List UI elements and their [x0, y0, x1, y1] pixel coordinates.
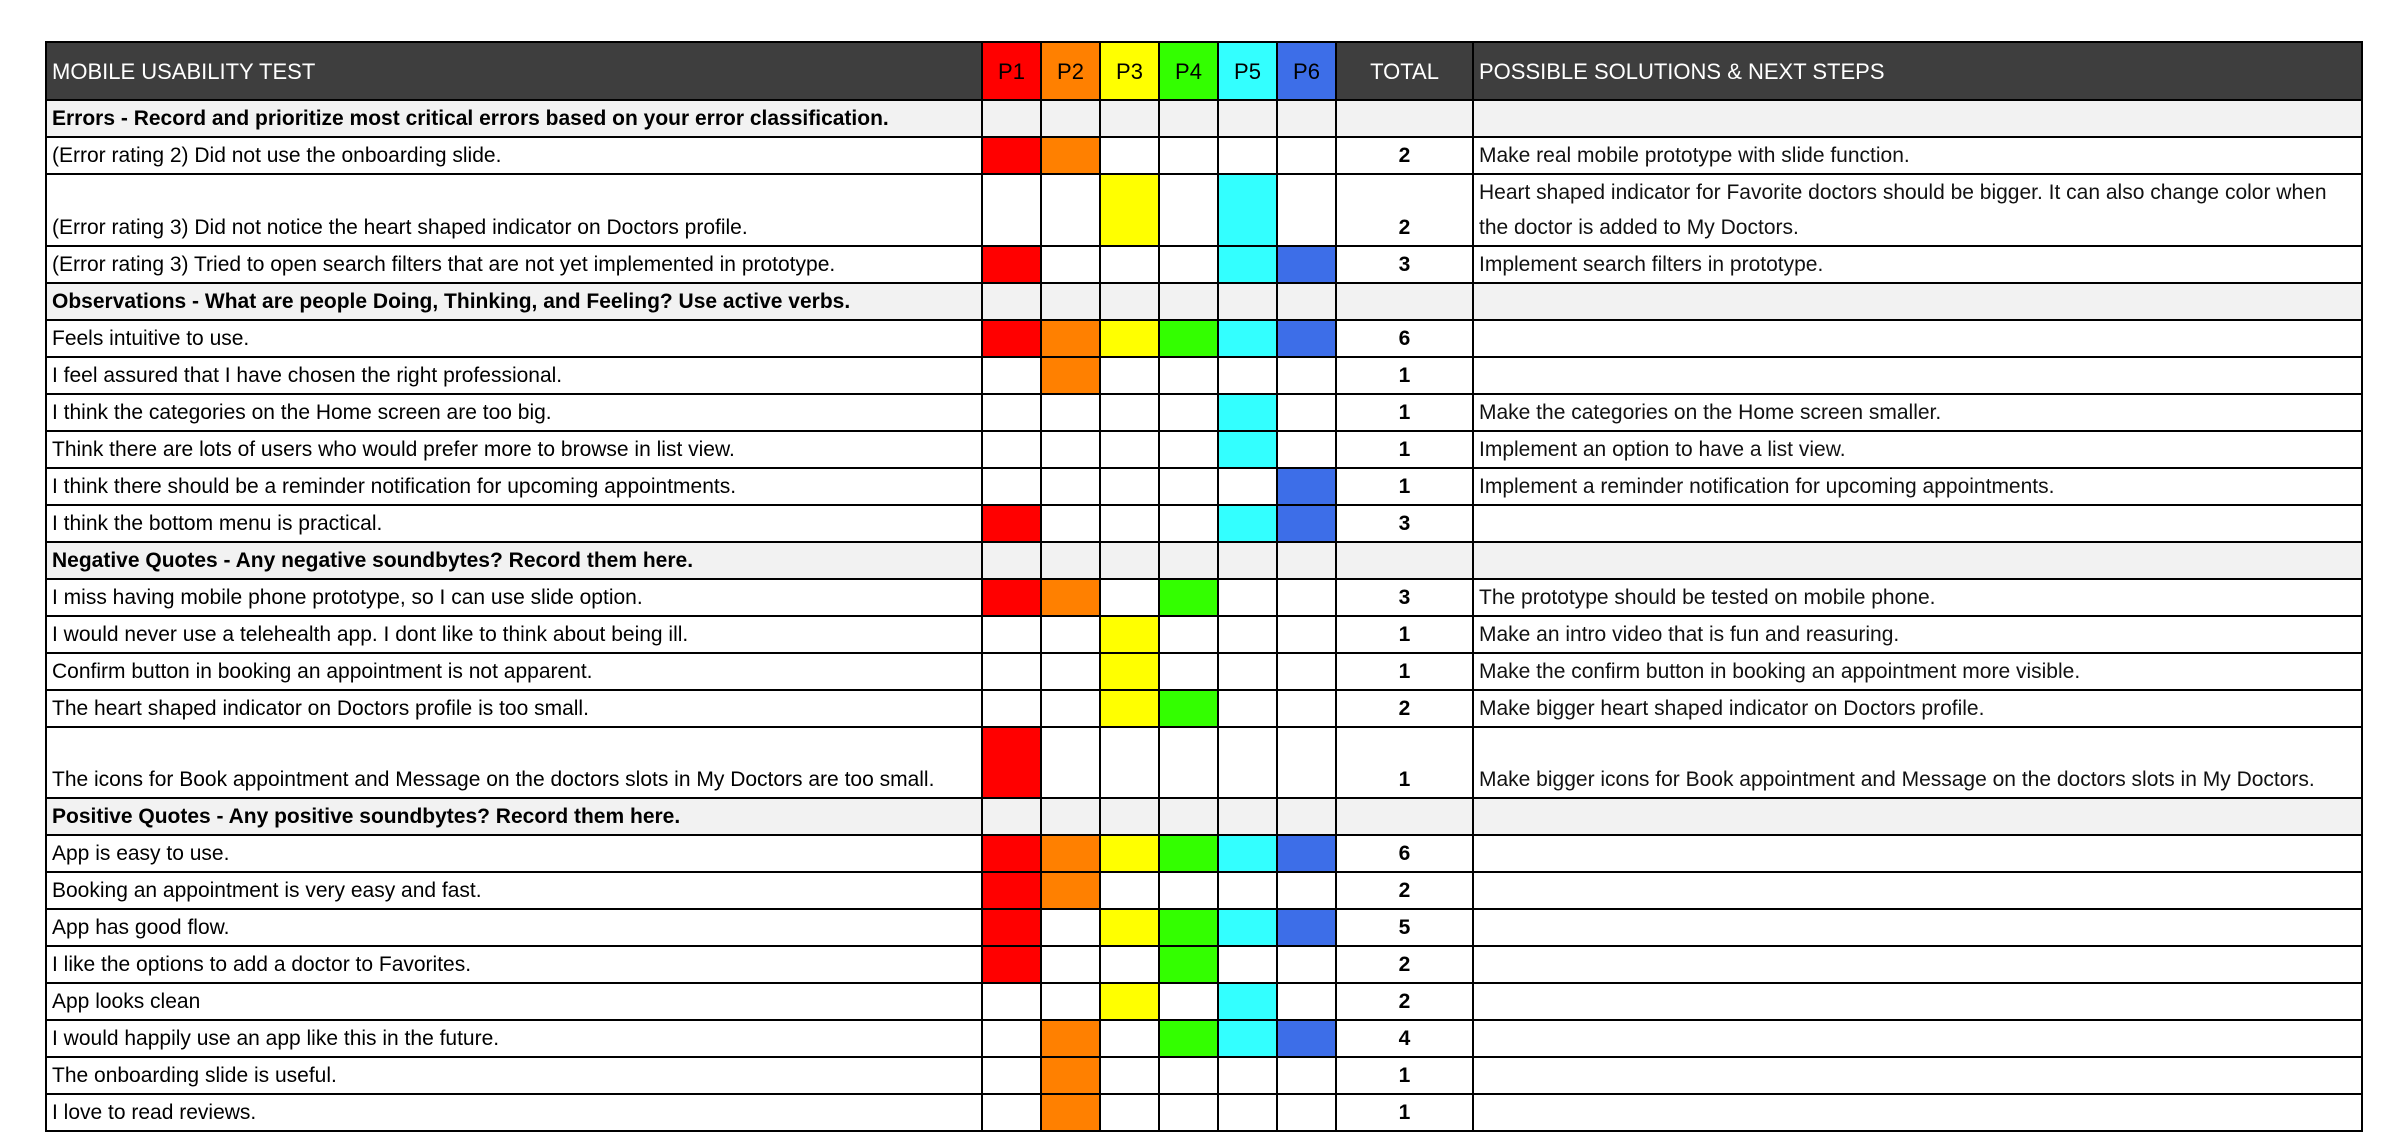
total-count: 1: [1336, 468, 1473, 505]
participant-mark-p1: [982, 690, 1041, 727]
participant-mark-p3: [1100, 468, 1159, 505]
participant-mark-p1: [982, 579, 1041, 616]
participant-mark-p3: [1100, 909, 1159, 946]
participant-mark-p2: [1041, 174, 1100, 246]
participant-mark-p1: [982, 872, 1041, 909]
participant-mark-p3: [1100, 1020, 1159, 1057]
table-row: [46, 137, 2362, 174]
participant-mark-p3: [1100, 320, 1159, 357]
total-count: 2: [1336, 872, 1473, 909]
participant-mark-p4: [1159, 1094, 1218, 1131]
participant-header: P6: [1277, 42, 1336, 100]
participant-mark-p3: [1100, 727, 1159, 798]
observation-text: I like the options to add a doctor to Favorites.: [46, 946, 982, 983]
solution-text: [1473, 835, 2362, 872]
participant-mark-p6: [1277, 468, 1336, 505]
participant-header: P4: [1159, 42, 1218, 100]
participant-mark-p6: [1277, 835, 1336, 872]
table-row: [46, 653, 2362, 690]
solution-text: Implement an option to have a list view.: [1473, 431, 2362, 468]
participant-mark-p1: [982, 431, 1041, 468]
total-count: 2: [1336, 690, 1473, 727]
observation-text: The onboarding slide is useful.: [46, 1057, 982, 1094]
table-row: [46, 1057, 2362, 1094]
observation-text: I would happily use an app like this in the future.: [46, 1020, 982, 1057]
participant-mark-p5: [1218, 727, 1277, 798]
participant-mark-p6: [1277, 727, 1336, 798]
section-empty-cell: [1218, 283, 1277, 320]
table-row: [46, 872, 2362, 909]
participant-mark-p1: [982, 1057, 1041, 1094]
total-count: 3: [1336, 246, 1473, 283]
participant-mark-p6: [1277, 946, 1336, 983]
participant-mark-p6: [1277, 690, 1336, 727]
total-count: 6: [1336, 320, 1473, 357]
section-empty-cell: [1473, 283, 2362, 320]
observation-text: (Error rating 3) Tried to open search filters that are not yet implemented in prototype.: [46, 246, 982, 283]
participant-mark-p4: [1159, 983, 1218, 1020]
solution-text: Make real mobile prototype with slide function.: [1473, 137, 2362, 174]
section-row: [46, 100, 2362, 137]
total-count: 3: [1336, 505, 1473, 542]
participant-mark-p5: [1218, 579, 1277, 616]
table-row: [46, 320, 2362, 357]
participant-mark-p4: [1159, 137, 1218, 174]
participant-mark-p5: [1218, 468, 1277, 505]
participant-mark-p1: [982, 653, 1041, 690]
participant-mark-p3: [1100, 137, 1159, 174]
solution-text: [1473, 320, 2362, 357]
participant-mark-p2: [1041, 653, 1100, 690]
section-empty-cell: [1041, 283, 1100, 320]
participant-mark-p6: [1277, 1094, 1336, 1131]
participant-mark-p3: [1100, 394, 1159, 431]
section-empty-cell: [1218, 100, 1277, 137]
total-count: 6: [1336, 835, 1473, 872]
participant-mark-p5: [1218, 174, 1277, 246]
section-empty-cell: [1277, 283, 1336, 320]
observation-text: The icons for Book appointment and Message on the doctors slots in My Doctors are too small.: [46, 727, 982, 798]
section-empty-cell: [1218, 798, 1277, 835]
section-empty-cell: [1473, 542, 2362, 579]
participant-header: P2: [1041, 42, 1100, 100]
section-empty-cell: [1159, 100, 1218, 137]
participant-mark-p5: [1218, 394, 1277, 431]
participant-mark-p4: [1159, 946, 1218, 983]
section-empty-cell: [1336, 283, 1473, 320]
participant-mark-p6: [1277, 431, 1336, 468]
total-count: 4: [1336, 1020, 1473, 1057]
participant-mark-p2: [1041, 468, 1100, 505]
participant-mark-p4: [1159, 468, 1218, 505]
participant-mark-p1: [982, 505, 1041, 542]
participant-mark-p4: [1159, 246, 1218, 283]
solution-text: Implement search filters in prototype.: [1473, 246, 2362, 283]
table-row: [46, 909, 2362, 946]
total-count: 2: [1336, 174, 1473, 246]
participant-mark-p4: [1159, 174, 1218, 246]
participant-mark-p4: [1159, 616, 1218, 653]
participant-mark-p5: [1218, 1020, 1277, 1057]
participant-mark-p2: [1041, 357, 1100, 394]
section-empty-cell: [1159, 542, 1218, 579]
participant-mark-p2: [1041, 946, 1100, 983]
participant-mark-p3: [1100, 246, 1159, 283]
section-empty-cell: [1159, 283, 1218, 320]
participant-mark-p6: [1277, 357, 1336, 394]
section-empty-cell: [1100, 798, 1159, 835]
observation-text: I think the categories on the Home screen are too big.: [46, 394, 982, 431]
participant-mark-p1: [982, 174, 1041, 246]
participant-mark-p3: [1100, 1057, 1159, 1094]
participant-mark-p2: [1041, 909, 1100, 946]
section-empty-cell: [1277, 798, 1336, 835]
participant-mark-p4: [1159, 579, 1218, 616]
participant-mark-p2: [1041, 1057, 1100, 1094]
section-empty-cell: [1159, 798, 1218, 835]
observation-text: I think there should be a reminder notification for upcoming appointments.: [46, 468, 982, 505]
solution-text: [1473, 357, 2362, 394]
participant-mark-p5: [1218, 653, 1277, 690]
solution-text: Make an intro video that is fun and reasuring.: [1473, 616, 2362, 653]
participant-mark-p6: [1277, 653, 1336, 690]
usability-test-table: [45, 41, 2363, 1132]
participant-mark-p4: [1159, 872, 1218, 909]
table-row: [46, 1020, 2362, 1057]
observation-text: App is easy to use.: [46, 835, 982, 872]
section-row: [46, 798, 2362, 835]
participant-mark-p5: [1218, 909, 1277, 946]
solutions-header: POSSIBLE SOLUTIONS & NEXT STEPS: [1473, 42, 2362, 100]
participant-mark-p5: [1218, 320, 1277, 357]
total-count: 1: [1336, 727, 1473, 798]
observation-text: The heart shaped indicator on Doctors profile is too small.: [46, 690, 982, 727]
solution-text: [1473, 872, 2362, 909]
section-empty-cell: [1473, 798, 2362, 835]
participant-mark-p3: [1100, 983, 1159, 1020]
participant-mark-p2: [1041, 872, 1100, 909]
participant-mark-p4: [1159, 727, 1218, 798]
participant-mark-p2: [1041, 1020, 1100, 1057]
table-row: [46, 246, 2362, 283]
participant-mark-p6: [1277, 394, 1336, 431]
participant-mark-p3: [1100, 946, 1159, 983]
section-empty-cell: [982, 100, 1041, 137]
section-empty-cell: [1041, 100, 1100, 137]
solution-text: [1473, 1020, 2362, 1057]
section-empty-cell: [1336, 542, 1473, 579]
participant-mark-p4: [1159, 909, 1218, 946]
participant-mark-p3: [1100, 174, 1159, 246]
participant-mark-p5: [1218, 505, 1277, 542]
participant-mark-p6: [1277, 909, 1336, 946]
participant-mark-p6: [1277, 983, 1336, 1020]
total-header: TOTAL: [1336, 42, 1473, 100]
total-count: 2: [1336, 946, 1473, 983]
solution-text: Make bigger icons for Book appointment and Message on the doctors slots in My Doctors.: [1473, 727, 2362, 798]
section-empty-cell: [1100, 100, 1159, 137]
participant-mark-p3: [1100, 872, 1159, 909]
participant-mark-p3: [1100, 653, 1159, 690]
participant-mark-p2: [1041, 320, 1100, 357]
table-row: [46, 468, 2362, 505]
table-row: [46, 727, 2362, 798]
solution-text: [1473, 909, 2362, 946]
observation-text: I feel assured that I have chosen the right professional.: [46, 357, 982, 394]
participant-mark-p6: [1277, 505, 1336, 542]
total-count: 1: [1336, 357, 1473, 394]
participant-header: P1: [982, 42, 1041, 100]
section-row: [46, 283, 2362, 320]
table-row: [46, 579, 2362, 616]
participant-mark-p5: [1218, 431, 1277, 468]
participant-mark-p3: [1100, 579, 1159, 616]
participant-mark-p4: [1159, 394, 1218, 431]
section-empty-cell: [1336, 100, 1473, 137]
participant-mark-p2: [1041, 835, 1100, 872]
participant-header: P3: [1100, 42, 1159, 100]
participant-mark-p6: [1277, 1057, 1336, 1094]
participant-mark-p6: [1277, 872, 1336, 909]
table-row: [46, 835, 2362, 872]
solution-text: Make the categories on the Home screen smaller.: [1473, 394, 2362, 431]
participant-mark-p3: [1100, 1094, 1159, 1131]
participant-mark-p6: [1277, 137, 1336, 174]
observation-text: (Error rating 2) Did not use the onboarding slide.: [46, 137, 982, 174]
participant-mark-p3: [1100, 357, 1159, 394]
participant-mark-p4: [1159, 320, 1218, 357]
section-empty-cell: [982, 542, 1041, 579]
table-row: [46, 394, 2362, 431]
participant-mark-p6: [1277, 1020, 1336, 1057]
participant-mark-p4: [1159, 431, 1218, 468]
table-title: MOBILE USABILITY TEST: [46, 42, 982, 100]
participant-mark-p5: [1218, 690, 1277, 727]
participant-mark-p2: [1041, 579, 1100, 616]
solution-text: [1473, 505, 2362, 542]
observation-text: Booking an appointment is very easy and fast.: [46, 872, 982, 909]
table-row: [46, 946, 2362, 983]
section-empty-cell: [1473, 100, 2362, 137]
participant-mark-p2: [1041, 983, 1100, 1020]
solution-text: [1473, 1057, 2362, 1094]
participant-mark-p3: [1100, 835, 1159, 872]
participant-mark-p2: [1041, 690, 1100, 727]
table-row: [46, 505, 2362, 542]
participant-mark-p1: [982, 1094, 1041, 1131]
section-title: Observations - What are people Doing, Thinking, and Feeling? Use active verbs.: [46, 283, 982, 320]
table-row: [46, 174, 2362, 246]
section-empty-cell: [1100, 283, 1159, 320]
participant-mark-p1: [982, 137, 1041, 174]
participant-mark-p3: [1100, 505, 1159, 542]
total-count: 1: [1336, 394, 1473, 431]
participant-mark-p5: [1218, 246, 1277, 283]
observation-text: (Error rating 3) Did not notice the heart shaped indicator on Doctors profile.: [46, 174, 982, 246]
total-count: 3: [1336, 579, 1473, 616]
participant-mark-p6: [1277, 616, 1336, 653]
participant-mark-p5: [1218, 835, 1277, 872]
participant-mark-p1: [982, 835, 1041, 872]
section-empty-cell: [1100, 542, 1159, 579]
participant-mark-p2: [1041, 394, 1100, 431]
participant-mark-p1: [982, 320, 1041, 357]
observation-text: Confirm button in booking an appointment is not apparent.: [46, 653, 982, 690]
table-row: [46, 431, 2362, 468]
participant-mark-p2: [1041, 616, 1100, 653]
participant-mark-p1: [982, 727, 1041, 798]
solution-text: Make the confirm button in booking an appointment more visible.: [1473, 653, 2362, 690]
participant-mark-p6: [1277, 246, 1336, 283]
participant-mark-p4: [1159, 835, 1218, 872]
total-count: 1: [1336, 1057, 1473, 1094]
participant-mark-p4: [1159, 357, 1218, 394]
participant-mark-p5: [1218, 1057, 1277, 1094]
table-row: [46, 1094, 2362, 1131]
participant-mark-p5: [1218, 137, 1277, 174]
observation-text: App has good flow.: [46, 909, 982, 946]
participant-mark-p1: [982, 468, 1041, 505]
total-count: 1: [1336, 616, 1473, 653]
section-empty-cell: [1277, 542, 1336, 579]
section-empty-cell: [982, 798, 1041, 835]
solution-text: [1473, 1094, 2362, 1131]
solution-text: [1473, 983, 2362, 1020]
participant-mark-p1: [982, 616, 1041, 653]
participant-mark-p5: [1218, 946, 1277, 983]
participant-mark-p6: [1277, 174, 1336, 246]
solution-text: Heart shaped indicator for Favorite doctors should be bigger. It can also change color when the doctor is added to My Doctors.: [1473, 174, 2362, 246]
total-count: 1: [1336, 1094, 1473, 1131]
total-count: 1: [1336, 431, 1473, 468]
participant-mark-p4: [1159, 1020, 1218, 1057]
participant-mark-p5: [1218, 1094, 1277, 1131]
participant-mark-p1: [982, 1020, 1041, 1057]
participant-mark-p5: [1218, 616, 1277, 653]
observation-text: App looks clean: [46, 983, 982, 1020]
participant-mark-p1: [982, 983, 1041, 1020]
participant-mark-p1: [982, 394, 1041, 431]
observation-text: I would never use a telehealth app. I dont like to think about being ill.: [46, 616, 982, 653]
section-empty-cell: [982, 283, 1041, 320]
solution-text: [1473, 946, 2362, 983]
header-row: [46, 42, 2362, 100]
section-row: [46, 542, 2362, 579]
table-row: [46, 983, 2362, 1020]
observation-text: I miss having mobile phone prototype, so I can use slide option.: [46, 579, 982, 616]
participant-mark-p2: [1041, 505, 1100, 542]
section-empty-cell: [1336, 798, 1473, 835]
participant-mark-p4: [1159, 1057, 1218, 1094]
observation-text: Feels intuitive to use.: [46, 320, 982, 357]
participant-mark-p6: [1277, 579, 1336, 616]
participant-mark-p1: [982, 357, 1041, 394]
participant-mark-p1: [982, 909, 1041, 946]
participant-mark-p5: [1218, 983, 1277, 1020]
participant-mark-p6: [1277, 320, 1336, 357]
observation-text: I think the bottom menu is practical.: [46, 505, 982, 542]
table-row: [46, 357, 2362, 394]
solution-text: Implement a reminder notification for upcoming appointments.: [1473, 468, 2362, 505]
section-empty-cell: [1218, 542, 1277, 579]
participant-mark-p5: [1218, 357, 1277, 394]
observation-text: Think there are lots of users who would prefer more to browse in list view.: [46, 431, 982, 468]
table-row: [46, 690, 2362, 727]
participant-mark-p2: [1041, 1094, 1100, 1131]
participant-mark-p4: [1159, 653, 1218, 690]
section-empty-cell: [1277, 100, 1336, 137]
participant-mark-p4: [1159, 690, 1218, 727]
observation-text: I love to read reviews.: [46, 1094, 982, 1131]
participant-mark-p2: [1041, 137, 1100, 174]
participant-mark-p4: [1159, 505, 1218, 542]
participant-header: P5: [1218, 42, 1277, 100]
table-row: [46, 616, 2362, 653]
solution-text: The prototype should be tested on mobile phone.: [1473, 579, 2362, 616]
section-title: Errors - Record and prioritize most critical errors based on your error classification.: [46, 100, 982, 137]
participant-mark-p1: [982, 946, 1041, 983]
participant-mark-p3: [1100, 616, 1159, 653]
participant-mark-p3: [1100, 690, 1159, 727]
section-title: Positive Quotes - Any positive soundbytes? Record them here.: [46, 798, 982, 835]
participant-mark-p5: [1218, 872, 1277, 909]
total-count: 5: [1336, 909, 1473, 946]
total-count: 1: [1336, 653, 1473, 690]
solution-text: Make bigger heart shaped indicator on Doctors profile.: [1473, 690, 2362, 727]
section-empty-cell: [1041, 798, 1100, 835]
participant-mark-p3: [1100, 431, 1159, 468]
participant-mark-p1: [982, 246, 1041, 283]
total-count: 2: [1336, 137, 1473, 174]
section-empty-cell: [1041, 542, 1100, 579]
participant-mark-p2: [1041, 727, 1100, 798]
total-count: 2: [1336, 983, 1473, 1020]
section-title: Negative Quotes - Any negative soundbytes? Record them here.: [46, 542, 982, 579]
participant-mark-p2: [1041, 431, 1100, 468]
participant-mark-p2: [1041, 246, 1100, 283]
